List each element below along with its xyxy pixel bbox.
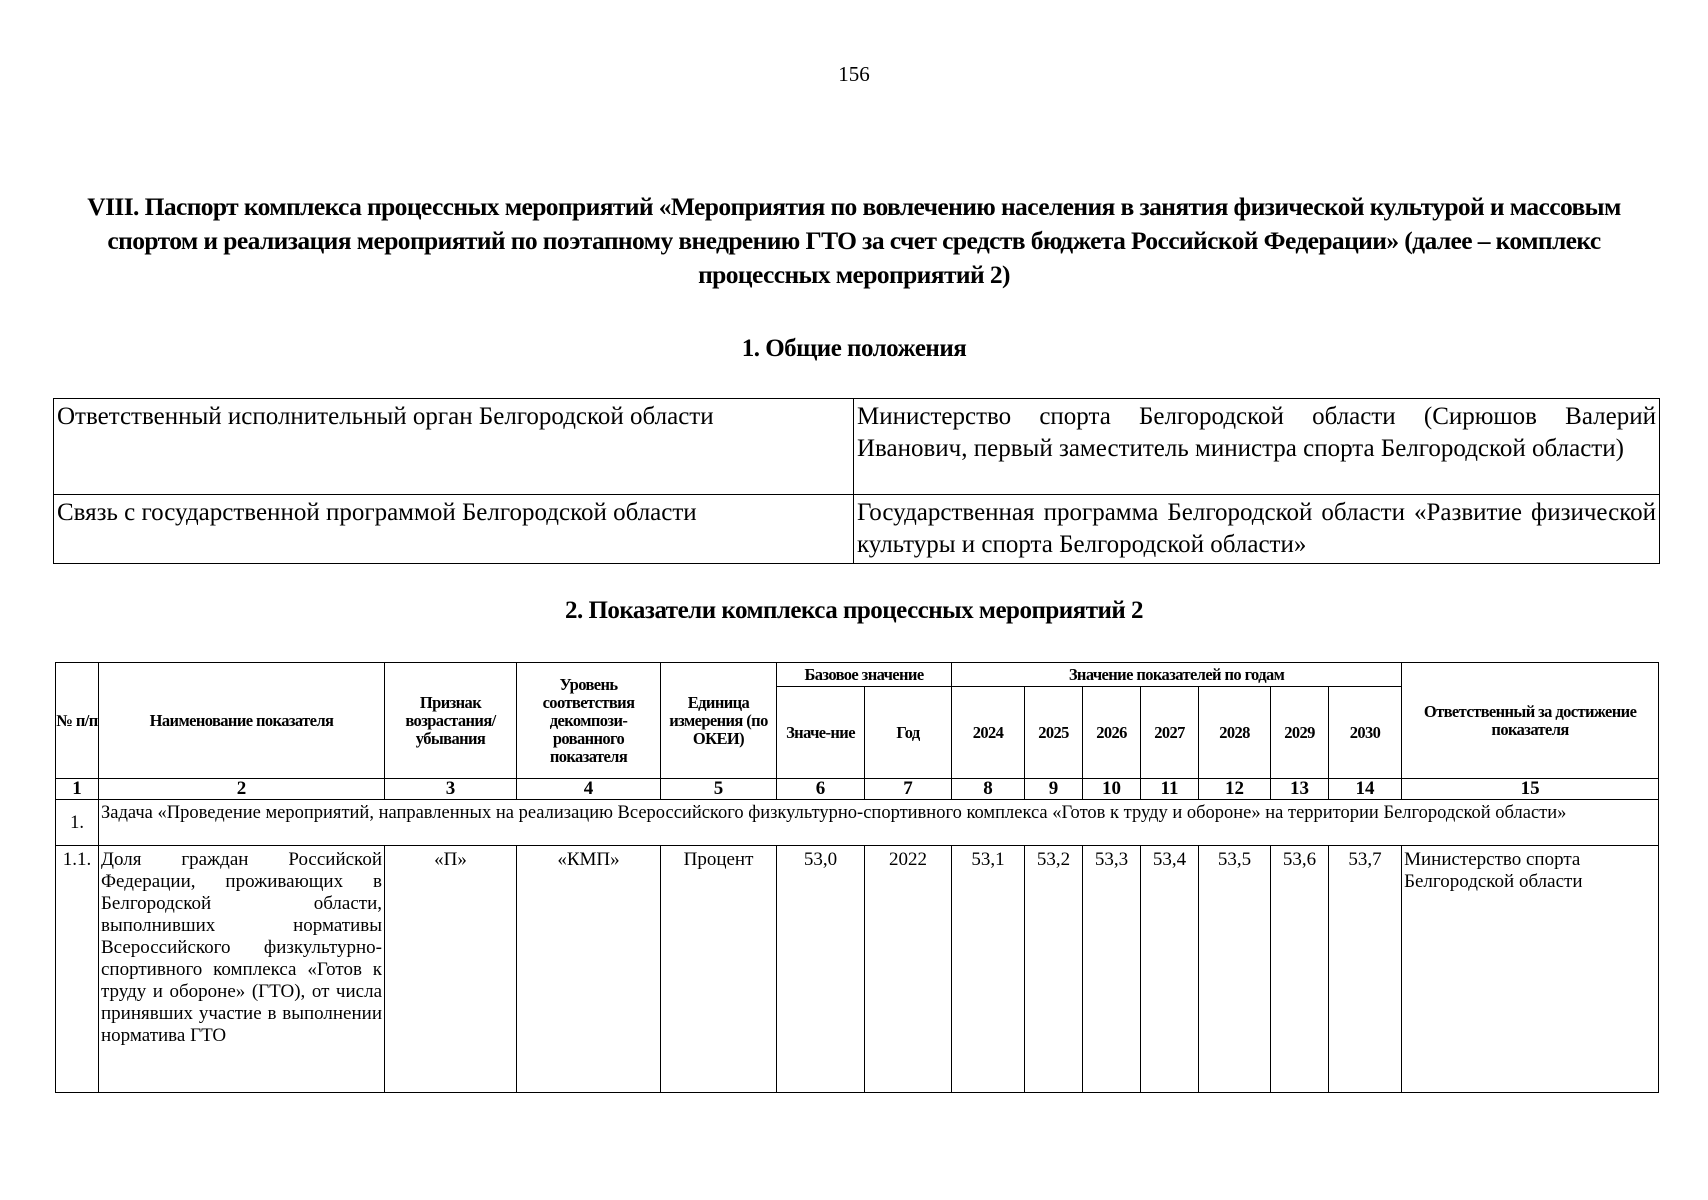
section-heading-general: 1. Общие положения	[741, 335, 967, 362]
indicators-table	[55, 662, 1659, 1093]
header-base-year: Год	[865, 687, 952, 779]
header-name: Наименование показателя	[99, 663, 385, 779]
column-number: 8	[952, 779, 1025, 800]
indicator-name: Доля граждан Российской Федерации, проживающих в Белгородской области, выполнивших нормативы Всероссийского физкультурно-спортивного комплекса «Готов к труду и обороне» (ГТО), от числа принявших участие в выполнении норматива ГТО	[99, 846, 385, 1093]
column-number: 12	[1199, 779, 1271, 800]
task-text: Задача «Проведение мероприятий, направленных на реализацию Всероссийского физкультурно-спортивного комплекса «Готов к труду и обороне» на территории Белгородской области»	[99, 800, 1659, 846]
table-row	[54, 495, 1660, 564]
page-number: 156	[838, 62, 870, 86]
column-number: 1	[56, 779, 99, 800]
document-title: VIII. Паспорт комплекса процессных мероприятий «Мероприятия по вовлечению населения в занятия физической культурой и массовым спортом и реализация мероприятий по поэтапному внедрению ГТО за счет средств бюджета Российской Федерации» (далее – комплекс процессных мероприятий 2)	[87, 192, 1621, 289]
section-heading-indicators: 2. Показатели комплекса процессных мероприятий 2	[564, 597, 1144, 624]
header-base-group: Базовое значение	[777, 663, 952, 687]
indicator-value: 53,4	[1141, 846, 1199, 1093]
row-label: Ответственный исполнительный орган Белгородской области	[54, 399, 854, 495]
indicator-base-value: 53,0	[777, 846, 865, 1093]
header-year: 2027	[1141, 687, 1199, 779]
header-responsible: Ответственный за достижение показателя	[1402, 663, 1659, 779]
header-year: 2029	[1271, 687, 1329, 779]
row-label: Связь с государственной программой Белгородской области	[54, 495, 854, 564]
header-year: 2026	[1083, 687, 1141, 779]
task-row	[56, 800, 1659, 846]
header-year: 2025	[1025, 687, 1083, 779]
indicator-level: «КМП»	[517, 846, 661, 1093]
indicator-value: 53,2	[1025, 846, 1083, 1093]
general-provisions-table	[53, 398, 1660, 564]
column-number: 7	[865, 779, 952, 800]
header-level: Уровень соответствия декомпози-рованного показателя	[517, 663, 661, 779]
indicator-sign: «П»	[385, 846, 517, 1093]
header-years-group: Значение показателей по годам	[952, 663, 1402, 687]
indicator-value: 53,7	[1329, 846, 1402, 1093]
indicator-value: 53,6	[1271, 846, 1329, 1093]
indicator-responsible: Министерство спорта Белгородской области	[1402, 846, 1659, 1093]
indicator-value: 53,3	[1083, 846, 1141, 1093]
column-number: 14	[1329, 779, 1402, 800]
header-year: 2028	[1199, 687, 1271, 779]
table-row	[54, 399, 1660, 495]
header-unit: Единица измерения (по ОКЕИ)	[661, 663, 777, 779]
header-num: № п/п	[56, 663, 99, 779]
header-year: 2030	[1329, 687, 1402, 779]
column-numbers-row	[56, 779, 1659, 800]
indicator-base-year: 2022	[865, 846, 952, 1093]
table-row	[56, 846, 1659, 1093]
column-number: 4	[517, 779, 661, 800]
indicator-value: 53,5	[1199, 846, 1271, 1093]
indicator-number: 1.1.	[56, 846, 99, 1093]
column-number: 3	[385, 779, 517, 800]
indicator-value: 53,1	[952, 846, 1025, 1093]
header-year: 2024	[952, 687, 1025, 779]
row-value: Министерство спорта Белгородской области (Сирюшов Валерий Иванович, первый заместитель министра спорта Белгородской области)	[854, 399, 1660, 495]
column-number: 6	[777, 779, 865, 800]
indicator-unit: Процент	[661, 846, 777, 1093]
column-number: 9	[1025, 779, 1083, 800]
column-number: 5	[661, 779, 777, 800]
column-number: 15	[1402, 779, 1659, 800]
header-row	[56, 663, 1659, 687]
column-number: 11	[1141, 779, 1199, 800]
row-value: Государственная программа Белгородской области «Развитие физической культуры и спорта Белгородской области»	[854, 495, 1660, 564]
column-number: 2	[99, 779, 385, 800]
task-number: 1.	[56, 800, 99, 846]
column-number: 10	[1083, 779, 1141, 800]
column-number: 13	[1271, 779, 1329, 800]
header-sign: Признак возрастания/ убывания	[385, 663, 517, 779]
header-base-value: Значе-ние	[777, 687, 865, 779]
